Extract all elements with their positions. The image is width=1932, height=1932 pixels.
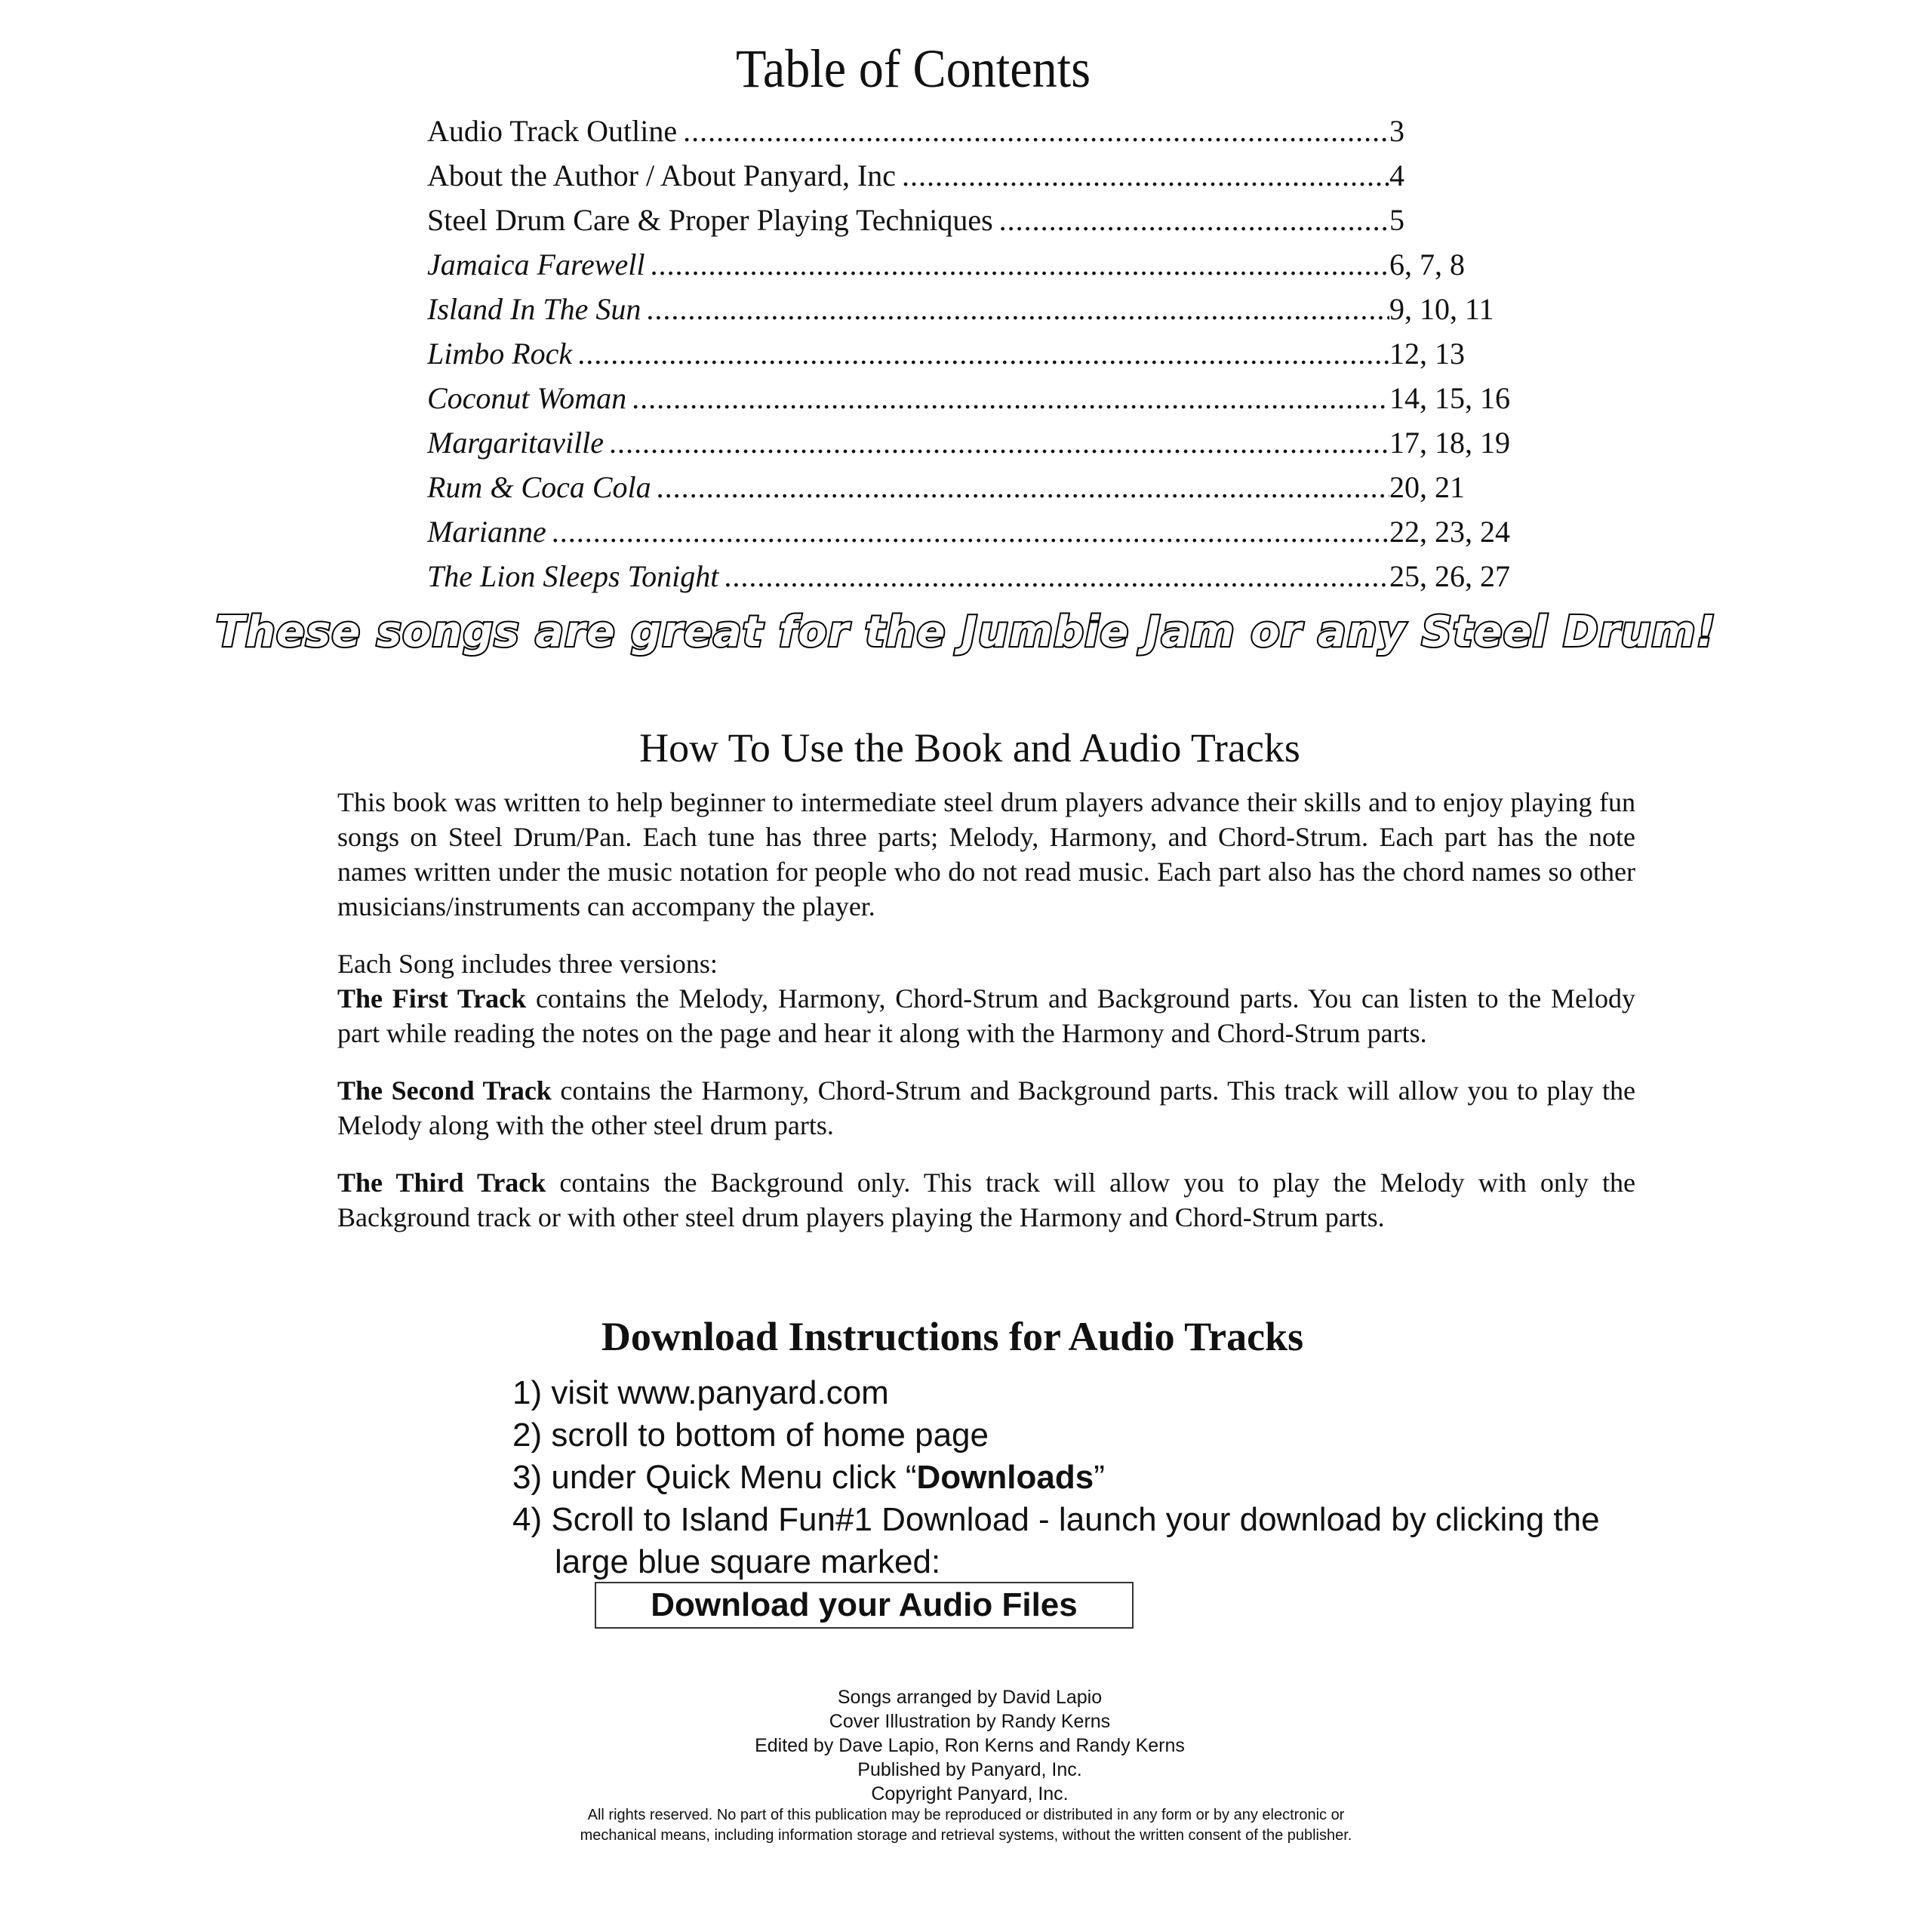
toc-entry-pages: 20, 21 [1389,470,1465,504]
toc-dot-leader [641,291,1389,327]
toc-entry-pages: 3 [1389,114,1404,148]
rights-line: mechanical means, including information storage and retrieval systems, without the written consent of the publisher. [580,1827,1352,1844]
howto-intro: This book was written to help beginner to intermediate steel drum players advance their skills and to enjoy playing fun songs on Steel Drum/Pan. Each tune has three parts; Melody, Harmony, and Chord-Strum. Each part has the note names written under the music notation for people who do not read music. Each part also has the chord names so other musicians/instruments can accompany the player. [337,787,1635,921]
toc-entry-pages: 9, 10, 11 [1389,292,1494,326]
credit-line: Edited by Dave Lapio, Ron Kerns and Randy Kerns [755,1735,1185,1756]
track-2-text: contains the Harmony, Chord-Strum and Background parts. This track will allow you to play the Melody along with the other steel drum parts. [337,1075,1635,1140]
toc-entry-title-wrap [427,336,1389,371]
toc-entry-pages: 5 [1389,203,1404,237]
toc-entry [427,202,1510,247]
toc-entry-title-wrap [427,158,1389,193]
toc-entry [427,380,1510,425]
download-steps [512,1372,1600,1583]
track-1-text: contains the Melody, Harmony, Chord-Strum and Background parts. You can listen to the Melody part while reading the notes on the page and hear it along with the Harmony and Chord-Strum parts. [337,983,1635,1048]
toc-entry-title-wrap [427,247,1389,282]
toc-dot-leader [546,514,1389,549]
credit-line: Songs arranged by David Lapio [837,1687,1103,1708]
howto-body [337,785,1635,1257]
toc-entry-title-wrap [427,202,1389,238]
toc-entry-title-wrap [427,425,1389,460]
toc-entry [427,113,1510,158]
toc-entry-title: Coconut Woman [427,381,627,415]
track-2-label: The Second Track [337,1075,552,1106]
toc-entry-title: Marianne [427,515,546,549]
credits [0,1685,1932,1806]
step-3-text: 3) under Quick Menu click “ [512,1459,917,1496]
toc-entry-title-wrap [427,291,1389,327]
step-3 [512,1457,1600,1499]
download-audio-files-box: Download your Audio Files [595,1582,1134,1629]
toc-dot-leader [993,202,1389,238]
toc-entry-pages: 4 [1389,158,1404,192]
toc-entry-title: Margaritaville [427,426,605,460]
credit-line: Cover Illustration by Randy Kerns [829,1711,1111,1732]
track-1 [337,981,1635,1051]
toc-entry [427,514,1510,558]
toc-dot-leader [604,425,1389,460]
toc-dot-leader [572,336,1389,371]
track-1-label: The First Track [337,983,527,1014]
toc-dot-leader [677,113,1389,149]
step-4: 4) Scroll to Island Fun#1 Download - launch your download by clicking the [512,1501,1600,1538]
track-3-text: contains the Background only. This track will allow you to play the Melody with only the Background track or with other steel drum players playing the Harmony and Chord-Strum parts. [337,1168,1635,1232]
toc-entry-title: Island In The Sun [427,292,641,326]
step-1: 1) visit www.panyard.com [512,1374,889,1411]
banner: These songs are great for the Jumbie Jam or any Steel Drum! [215,608,1717,657]
toc-entry-title: Rum & Coca Cola [427,470,651,504]
toc-entry-title: About the Author / About Panyard, Inc [427,158,897,192]
toc-entry-pages: 17, 18, 19 [1389,426,1510,460]
toc-entry [427,247,1510,291]
toc-entry-title-wrap [427,558,1389,594]
toc-entry [427,291,1510,336]
toc-dot-leader [651,469,1389,505]
toc-entry-pages: 12, 13 [1389,337,1465,371]
toc-entry [427,469,1510,514]
toc-entry-pages: 6, 7, 8 [1389,248,1465,281]
toc-list [427,113,1510,603]
toc-entry-title-wrap [427,113,1389,149]
step-4-cont: large blue square marked: [555,1543,941,1580]
credit-line: Published by Panyard, Inc. [857,1759,1082,1780]
toc-entry-title: Jamaica Farewell [427,248,645,281]
toc-dot-leader [896,158,1389,193]
rights-line: All rights reserved. No part of this publication may be reproduced or distributed in any form or by any electronic or [587,1807,1345,1823]
toc-entry [427,558,1510,603]
track-3 [337,1165,1635,1235]
rights-notice [0,1805,1932,1846]
toc-entry-title-wrap [427,469,1389,505]
toc-entry-title: Limbo Rock [427,337,573,371]
step-3-downloads: Downloads [916,1459,1094,1496]
toc-dot-leader [626,380,1389,416]
toc-dot-leader [645,247,1389,282]
toc-entry-title: The Lion Sleeps Tonight [427,559,719,593]
step-3-quote: ” [1094,1459,1105,1496]
toc-title: Table of Contents [735,38,1091,99]
credit-line: Copyright Panyard, Inc. [871,1783,1069,1804]
toc-entry-title: Audio Track Outline [427,114,678,148]
versions-intro: Each Song includes three versions: [337,949,718,979]
toc-entry-title-wrap [427,514,1389,549]
toc-entry [427,158,1510,202]
toc-dot-leader [718,558,1389,594]
toc-entry-pages: 25, 26, 27 [1389,559,1510,593]
track-3-label: The Third Track [337,1168,546,1198]
toc-entry [427,336,1510,380]
toc-entry-pages: 22, 23, 24 [1389,515,1510,549]
track-2 [337,1073,1635,1143]
toc-entry-title-wrap [427,380,1389,416]
toc-entry-title: Steel Drum Care & Proper Playing Techniques [427,203,993,237]
toc-entry-pages: 14, 15, 16 [1389,381,1510,415]
toc-entry [427,425,1510,469]
howto-title: How To Use the Book and Audio Tracks [639,725,1300,771]
download-title: Download Instructions for Audio Tracks [601,1314,1304,1359]
step-2: 2) scroll to bottom of home page [512,1417,989,1454]
